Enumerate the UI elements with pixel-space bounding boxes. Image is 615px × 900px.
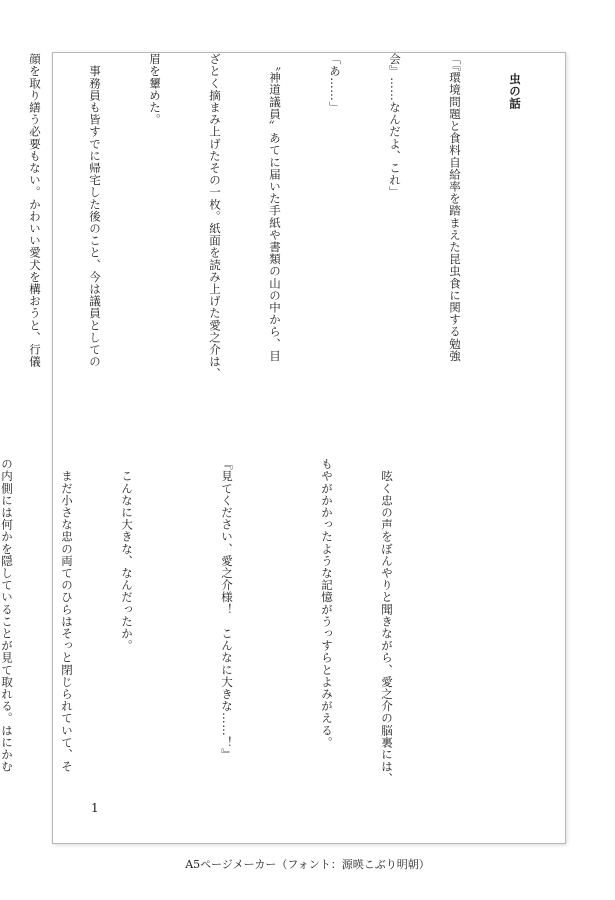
bottom-line-8: の内側には何かを隠していることが見て取れる。はにかむ [0,458,14,773]
bottom-line-2: もやがかかったような記憶がうっすらとよみがえる。 [320,458,334,749]
upper-text-region [28,53,565,383]
bottom-line-4: 『見てください、愛之介様！ こんなに大きな……！』 [220,458,234,761]
top-line-1: 「『環境問題と食料自給率を踏まえた昆虫食に関する勉強 [448,53,462,362]
upper-text-block [28,53,565,380]
page-number: 1 [91,801,99,815]
lower-text-region [0,458,565,788]
top-line-7: 事務員も皆すでに帰宅した後のこと、今は議員としての [88,53,102,368]
bottom-line-6: こんなに大きな、なんだったか。 [120,458,134,652]
top-line-5: ざとく摘まみ上げたその一枚。紙面を読み上げた愛之介は、 [208,53,222,380]
footer-caption: A5ページメーカー（フォント：源暎こぶり明朝） [185,858,430,871]
top-line-3: 「あ……」 [328,53,342,114]
top-line-6: 眉を顰めた。 [148,53,162,126]
top-line-8: 顔を取り繕う必要もない。かわいい愛犬を構おうと、行儀 [28,53,42,368]
top-line-4: 〝神道議員〟あてに届いた手紙や書類の山の中から、目 [268,53,282,362]
top-line-2: 会』……なんだよ、これ」 [388,53,402,199]
bottom-line-1: 呟く忠の声をぼんやりと聞きながら、愛之介の脳裏には、 [380,458,394,785]
lower-text-block [0,458,437,785]
bottom-line-7: まだ小さな忠の両てのひらはそっと閉じられていて、そ [60,458,74,773]
document-page [0,52,566,844]
story-title: 虫の話 [508,73,522,110]
